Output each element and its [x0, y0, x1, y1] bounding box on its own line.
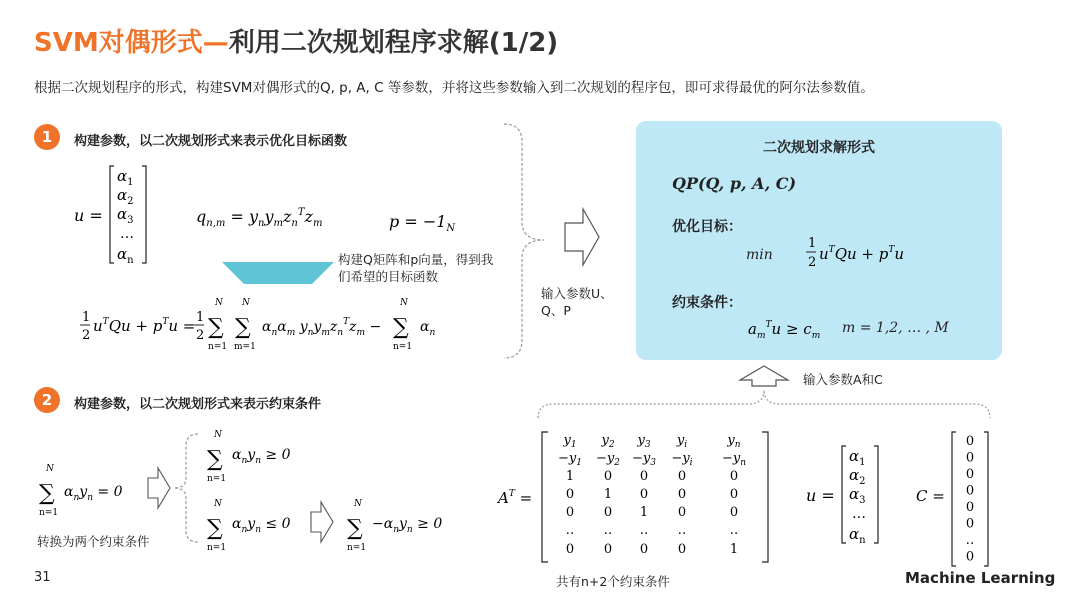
constraint-count-note: 共有n+2个约束条件: [556, 574, 670, 589]
svg-text:2: 2: [196, 328, 205, 343]
matrix-cell: 1: [565, 469, 575, 484]
u-entry: $\alpha_n$: [117, 245, 134, 266]
svg-text:u =: u =: [806, 486, 835, 505]
u-entry: $\alpha_2$: [117, 186, 134, 207]
matrix-cell: 0: [677, 469, 687, 484]
matrix-cell: $-y_3$: [632, 451, 656, 468]
svg-text:1: 1: [808, 236, 817, 251]
matrix-cell: 0: [603, 469, 613, 484]
small-brace: [170, 432, 200, 544]
u-entry: $\alpha_1$: [117, 167, 134, 188]
brace-divider: [500, 122, 550, 362]
vector-u-right: [804, 440, 884, 550]
matrix-cell: 0: [677, 542, 687, 557]
right-arrow-icon: [563, 207, 603, 267]
svg-text:N: N: [214, 499, 222, 509]
matrix-cell: 0: [677, 487, 687, 502]
svg-text:n=1: n=1: [39, 508, 59, 518]
qp-objective-formula: [804, 232, 914, 272]
svg-text:n=1: n=1: [208, 342, 228, 352]
matrix-cell: ‥: [729, 523, 739, 538]
svg-text:n=1: n=1: [207, 543, 227, 553]
svg-text:∑: ∑: [347, 516, 363, 541]
svg-text:uTQu + pTu =: $u^TQu + p^Tu$ =: [93, 317, 196, 335]
svg-text:1: 1: [196, 310, 205, 325]
brand-label: Machine Learning: [905, 569, 1056, 587]
matrix-cell: ‥: [677, 523, 687, 538]
vector-c-entry: 0: [965, 483, 975, 499]
matrix-AT: [496, 428, 774, 568]
u-entry: …: [120, 226, 134, 242]
matrix-cell: $-y_n$: [721, 451, 747, 468]
svg-text:−αnyn ≥ 0: $-\alpha_ny_n \ge 0$: [372, 516, 443, 535]
svg-text:αnyn ≥ 0: $\alpha_ny_n \ge 0$: [232, 447, 291, 466]
svg-text:amTu ≥ cm: $a_m^Tu \ge c_m$: [748, 320, 821, 341]
matrix-cell: $y_1$: [563, 433, 577, 450]
svg-text:N: N: [242, 298, 250, 308]
title-rest: 利用二次规划程序求解(1/2): [228, 28, 559, 58]
svg-text:∑: ∑: [393, 315, 409, 340]
input-note-ac: 输入参数A和C: [803, 372, 883, 387]
page-subtitle: 根据二次规划程序的形式，构建SVM对偶形式的Q, p, A, C 等参数，并将这些参数输入到二次规划的程序包，即可求得最优的阿尔法参数值。: [34, 80, 874, 96]
objective-heading: 优化目标：: [672, 219, 742, 235]
matrix-brace: [536, 386, 992, 422]
matrix-cell: 1: [603, 487, 613, 502]
svg-text:αnyn ≤ 0: $\alpha_ny_n \le 0$: [232, 516, 291, 535]
svg-text:∑: ∑: [207, 447, 223, 472]
right-arrow-icon: [309, 500, 335, 544]
matrix-cell: 0: [565, 505, 575, 520]
svg-text:N: N: [214, 430, 222, 440]
convert-note: 转换为两个约束条件: [37, 534, 150, 549]
qp-constraint-formula: [746, 316, 846, 344]
matrix-cell: $y_i$: [676, 433, 688, 450]
vector-c-entry: 0: [965, 500, 975, 515]
u-entry: $\alpha_2$: [849, 466, 866, 487]
vector-c-entry: ‥: [965, 533, 975, 548]
matrix-cell: 0: [729, 469, 739, 484]
matrix-cell: 0: [677, 505, 687, 520]
svg-text:αn: $\alpha_n$: [420, 319, 436, 338]
matrix-cell: $-y_1$: [558, 451, 582, 468]
matrix-cell: 1: [729, 542, 739, 557]
step2-badge: 2: [34, 387, 60, 413]
svg-text:∑: ∑: [235, 315, 251, 340]
svg-text:p = −1N: $p = -1_N$: [389, 212, 456, 234]
p-formula: [389, 205, 484, 235]
vector-u-formula: [70, 160, 160, 270]
svg-text:N: N: [354, 499, 362, 509]
svg-text:n=1: n=1: [393, 342, 413, 352]
matrix-cell: $y_2$: [601, 433, 615, 450]
input-note-upq: 输入参数U、Q、P: [541, 286, 613, 318]
matrix-cell: 0: [639, 469, 649, 484]
vector-c-entry: 0: [965, 516, 975, 532]
svg-text:αnαm ynymznTzm −: $\alpha_n\alpha_m$ $y_ny_mz_n^Tz_m$ −: [262, 317, 382, 338]
constraint-heading: 约束条件：: [672, 295, 742, 311]
matrix-cell: 0: [729, 487, 739, 502]
svg-text:∑: ∑: [207, 516, 223, 541]
step2-label: 构建参数，以二次规划形式来表示约束条件: [74, 397, 322, 412]
matrix-cell: 0: [603, 542, 613, 557]
qp-box-title: 二次规划求解形式: [763, 140, 875, 156]
q-formula: [196, 200, 371, 235]
matrix-cell: ‥: [565, 523, 575, 538]
matrix-cell: 0: [639, 487, 649, 502]
ineq-le-constraint: [204, 493, 314, 553]
title-highlight: SVM对偶形式—: [34, 28, 229, 58]
ineq-neg-constraint: [344, 493, 464, 553]
constraint-range: m = 1,2, … , M: [842, 320, 949, 336]
matrix-cell: $-y_2$: [596, 451, 620, 468]
ineq-ge-constraint: [204, 424, 314, 484]
svg-text:AT =: $A^T$ =: [498, 489, 533, 507]
qp-form-box: [636, 121, 1002, 360]
svg-text:uTQu + pTu: $u^TQu + p^Tu$: [819, 245, 905, 263]
vector-C: [914, 428, 994, 570]
svg-text:n=1: n=1: [207, 474, 227, 484]
equality-constraint: [38, 458, 138, 518]
svg-text:qn,m = ynymznTzm: $q_{n,m} = y_ny_mz_n^Tz_m$: [196, 207, 323, 229]
step1-badge: 1: [34, 124, 60, 150]
matrix-cell: 0: [729, 505, 739, 520]
vector-c-entry: 0: [965, 549, 975, 565]
svg-text:∑: ∑: [208, 315, 224, 340]
down-arrow-icon: [222, 262, 334, 288]
u-entry: …: [852, 506, 866, 522]
matrix-cell: $-y_i$: [671, 451, 693, 468]
matrix-cell: ‥: [639, 523, 649, 538]
svg-text:∑: ∑: [39, 481, 55, 506]
u-entry: $\alpha_3$: [849, 485, 866, 506]
svg-text:m=1: m=1: [234, 342, 256, 352]
vector-c-entry: 0: [965, 450, 975, 466]
page-number: 31: [34, 570, 51, 585]
svg-text:2: 2: [82, 328, 91, 343]
matrix-cell: $y_n$: [727, 433, 741, 450]
svg-text:N: N: [215, 298, 223, 308]
svg-text:1: 1: [82, 310, 91, 325]
matrix-cell: ‥: [603, 523, 613, 538]
step1-label: 构建参数，以二次规划形式来表示优化目标函数: [74, 134, 348, 149]
svg-text:N: N: [46, 464, 54, 474]
matrix-cell: 0: [639, 542, 649, 557]
matrix-cell: 0: [565, 542, 575, 557]
objective-formula: [78, 292, 448, 354]
objective-min: min: [746, 247, 773, 263]
vector-c-entry: 0: [965, 467, 975, 482]
u-entry: $\alpha_1$: [849, 447, 866, 468]
svg-text:C =: C =: [916, 487, 945, 505]
build-note: 构建Q矩阵和p向量，得到我们希望的目标函数: [338, 252, 494, 284]
up-arrow-icon: [738, 364, 790, 388]
svg-text:2: 2: [808, 255, 817, 270]
right-arrow-icon: [146, 466, 172, 510]
matrix-cell: 0: [603, 505, 613, 520]
matrix-cell: $y_3$: [637, 433, 651, 450]
qp-call: QP(Q, p, A, C): [672, 174, 797, 193]
u-entry: $\alpha_n$: [849, 525, 866, 546]
svg-text:αnyn = 0: $\alpha_ny_n = 0$: [64, 484, 123, 503]
matrix-cell: 0: [565, 487, 575, 502]
vector-c-entry: 0: [965, 434, 975, 449]
matrix-cell: 1: [639, 505, 649, 520]
svg-text:N: N: [400, 298, 408, 308]
u-entry: $\alpha_3$: [117, 205, 134, 226]
svg-text:n=1: n=1: [347, 543, 367, 553]
vector-u-lhs: u =: [74, 206, 103, 225]
page-title: [34, 22, 558, 59]
